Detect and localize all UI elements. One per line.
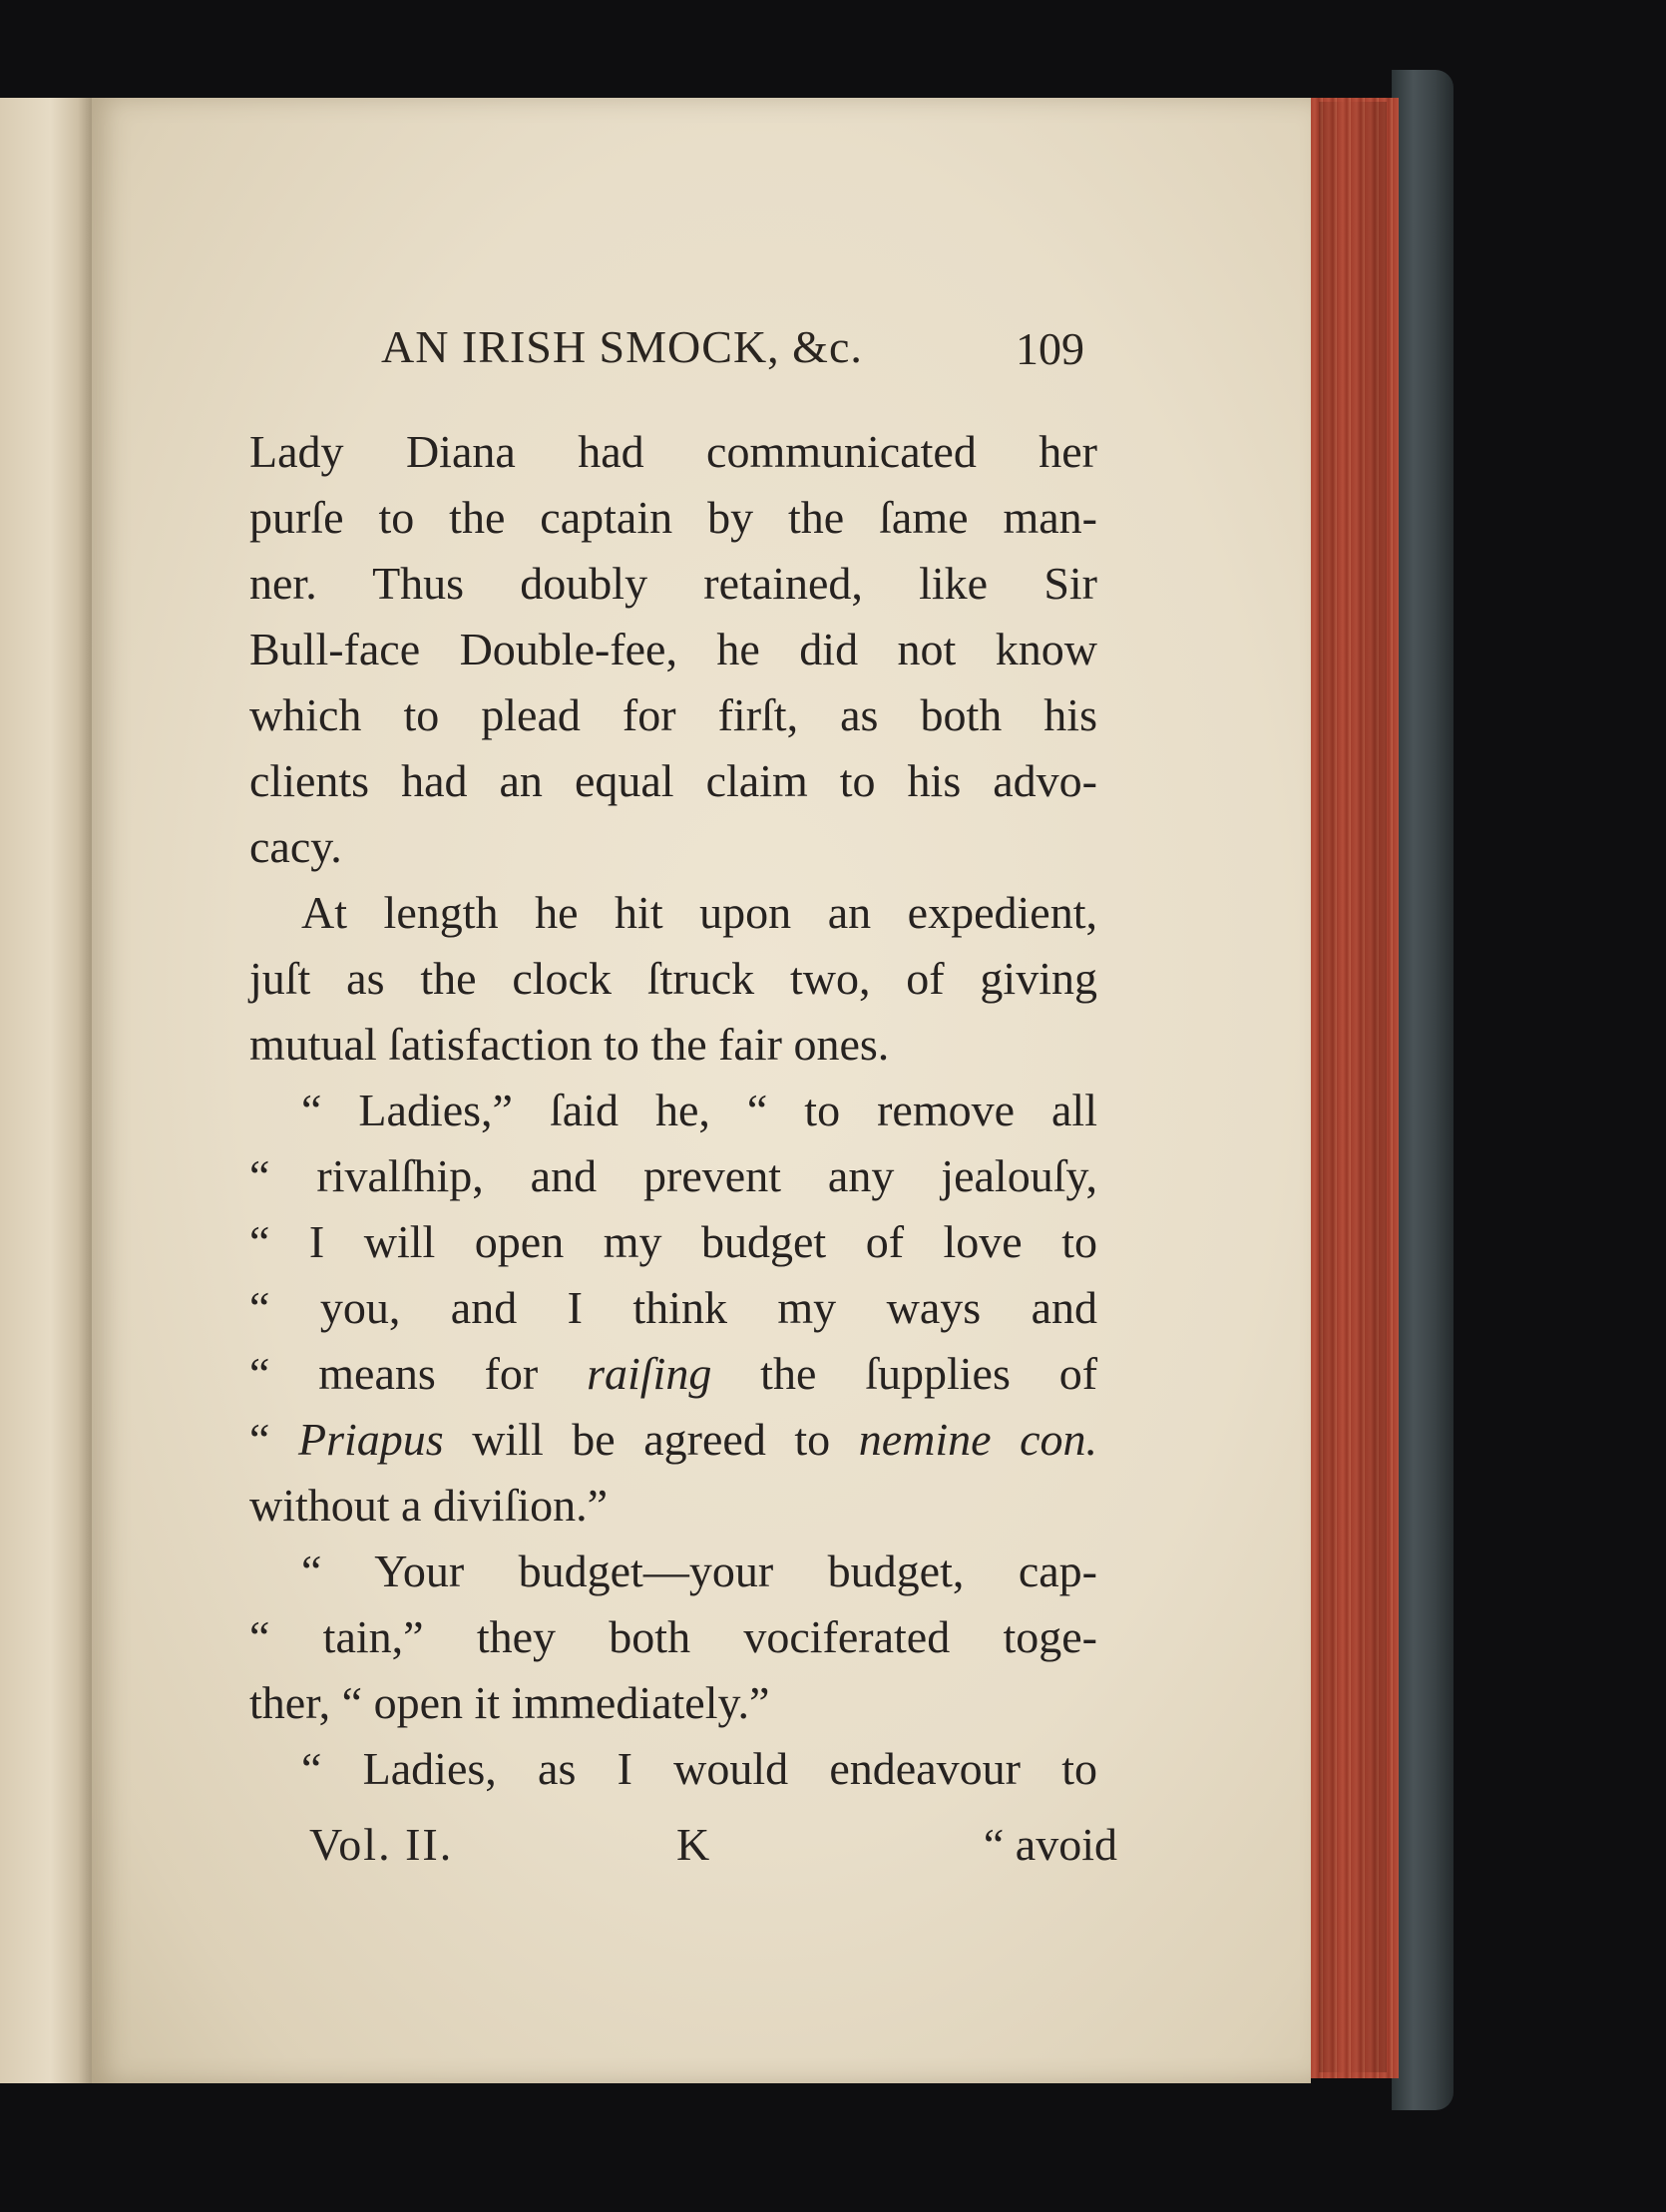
page-footer: [309, 1818, 1117, 1884]
text-line: clients had an equal claim to his advo-: [249, 755, 1097, 806]
text-line: “ tain,” they both vociferated toge-: [249, 1611, 1097, 1662]
signature-mark: K: [676, 1819, 710, 1870]
text-line: which to plead for firſt, as both his: [249, 689, 1097, 740]
text-run: will be agreed to: [472, 1414, 831, 1465]
text-line: purſe to the captain by the ſame man-: [249, 492, 1097, 543]
paragraph-start-line: “ Ladies, as I would endeavour to: [301, 1743, 1097, 1794]
italic-word: nemine con.: [858, 1414, 1098, 1465]
paragraph-start-line: “ Your budget—your budget, cap-: [301, 1546, 1097, 1596]
text-line: Lady Diana had communicated her: [249, 426, 1097, 477]
text-run: “: [249, 1414, 270, 1465]
facing-page-edge: [0, 98, 92, 2083]
text-line: ner. Thus doubly retained, like Sir: [249, 558, 1097, 609]
text-run: “ means for: [249, 1348, 539, 1399]
text-line: Bull-face Double-fee, he did not know: [249, 624, 1097, 674]
text-line: “ rivalſhip, and prevent any jealouſy,: [249, 1150, 1097, 1201]
text-line: “ you, and I think my ways and: [249, 1282, 1097, 1333]
body-text: [249, 419, 1097, 1802]
catchword: “ avoid: [983, 1819, 1117, 1870]
text-line-italic-mix: [249, 1341, 1097, 1407]
text-line: juſt as the clock ſtruck two, of giving: [249, 953, 1097, 1004]
text-line-italic-mix: [249, 1407, 1097, 1473]
text-run: the ſupplies of: [760, 1348, 1098, 1399]
running-title: AN IRISH SMOCK, &c.: [381, 321, 863, 372]
running-head: [0, 320, 1666, 380]
text-line: mutual ſatisfaction to the fair ones.: [249, 1019, 890, 1070]
paragraph-start-line: At length he hit upon an expedient,: [301, 887, 1097, 938]
page-number: 109: [1016, 323, 1084, 374]
text-line: cacy.: [249, 821, 342, 872]
italic-word: raiſing: [587, 1348, 712, 1399]
paragraph-start-line: “ Ladies,” ſaid he, “ to remove all: [301, 1085, 1097, 1135]
volume-label: Vol. II.: [309, 1819, 454, 1870]
text-line: without a diviſion.”: [249, 1480, 609, 1531]
text-line: “ I will open my budget of love to: [249, 1216, 1097, 1267]
text-line: ther, “ open it immediately.”: [249, 1677, 770, 1728]
italic-word: Priapus: [297, 1414, 444, 1465]
